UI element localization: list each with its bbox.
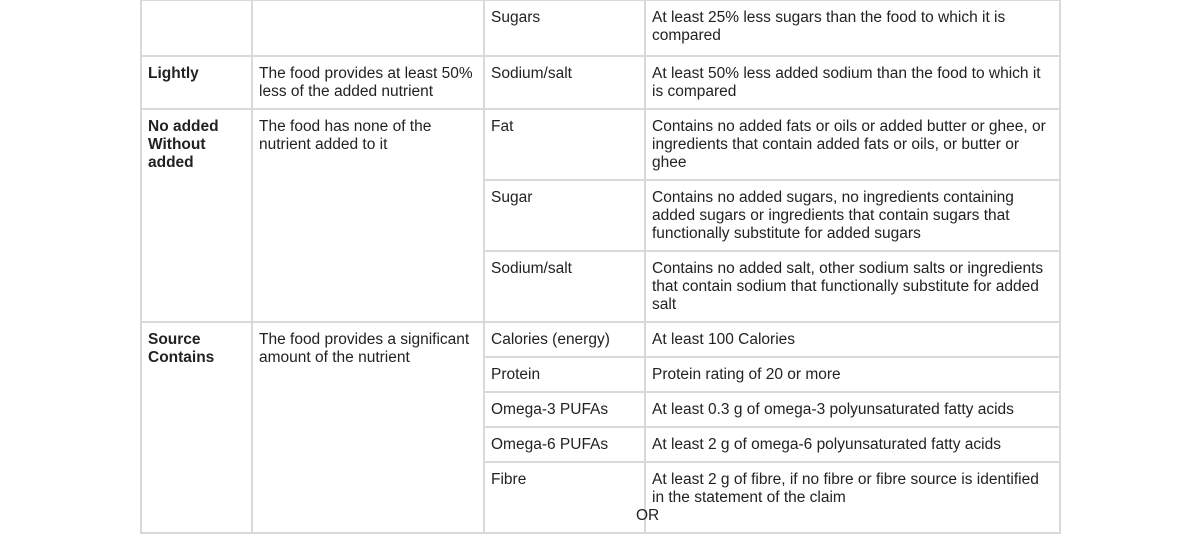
claim-term: added xyxy=(148,154,194,171)
condition-cell: At least 0.3 g of omega-3 polyunsaturated fatty acids xyxy=(645,392,1060,427)
claim-term: Contains xyxy=(148,349,215,366)
table-row xyxy=(141,0,1060,56)
nutrient-cell: Calories (energy) xyxy=(484,322,645,357)
nutrient-cell: Sodium/salt xyxy=(484,56,645,109)
table-row xyxy=(141,109,1060,180)
nutrient-cell: Fat xyxy=(484,109,645,180)
meaning-cell xyxy=(252,0,484,56)
condition-cell: At least 25% less sugars than the food to which it is compared xyxy=(645,0,1060,56)
nutrient-cell: Fibre xyxy=(484,462,645,533)
nutrient-cell: Sugar xyxy=(484,180,645,251)
condition-cell: Protein rating of 20 or more xyxy=(645,357,1060,392)
nutrient-cell: Sugars xyxy=(484,0,645,56)
condition-text: At least 2 g of fibre, if no fibre or fibre source is identified in the statement of the claim xyxy=(652,471,1039,506)
condition-cell: Contains no added salt, other sodium salts or ingredients that contain sodium that functionally substitute for added salt xyxy=(645,251,1060,322)
claim-term: Without xyxy=(148,136,206,153)
claim-term: Source xyxy=(148,331,201,348)
nutrient-cell: Protein xyxy=(484,357,645,392)
meaning-cell: The food provides at least 50% less of the added nutrient xyxy=(252,56,484,109)
claim-cell xyxy=(141,0,252,56)
table-row xyxy=(141,56,1060,109)
claim-term: No added xyxy=(148,118,219,135)
claim-cell xyxy=(141,56,252,109)
claim-cell xyxy=(141,109,252,322)
condition-cell: At least 2 g of omega-6 polyunsaturated fatty acids xyxy=(645,427,1060,462)
nutrient-cell: Omega-3 PUFAs xyxy=(484,392,645,427)
nutrient-cell: Omega-6 PUFAs xyxy=(484,427,645,462)
condition-cell: At least 100 Calories xyxy=(645,322,1060,357)
condition-cell: Contains no added sugars, no ingredients containing added sugars or ingredients that contain sugars that functionally substitute for added sugars xyxy=(645,180,1060,251)
claim-term: Lightly xyxy=(148,65,199,82)
condition-cell xyxy=(636,462,1060,533)
table-row xyxy=(141,322,1060,357)
condition-or: OR xyxy=(636,507,660,524)
meaning-cell: The food has none of the nutrient added to it xyxy=(252,109,484,322)
claim-cell xyxy=(141,322,252,533)
meaning-cell: The food provides a significant amount of the nutrient xyxy=(252,322,484,533)
nutrient-cell: Sodium/salt xyxy=(484,251,645,322)
condition-cell: At least 50% less added sodium than the food to which it is compared xyxy=(645,56,1060,109)
condition-cell: Contains no added fats or oils or added butter or ghee, or ingredients that contain added fats or oils, or butter or ghee xyxy=(645,109,1060,180)
nutrient-claims-table xyxy=(140,0,1061,534)
